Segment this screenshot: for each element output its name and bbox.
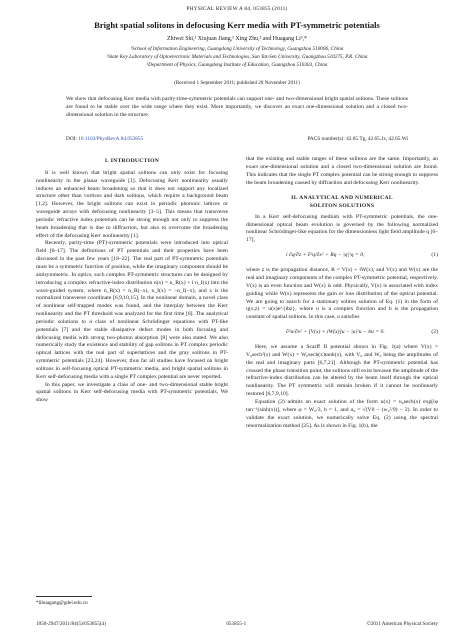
intro-paragraph-2: Recently, parity-time (PT)-symmetric potentials were introduced into optical field [6–17]. The definitions of PT potentials and their properties have been discussed in the past few years [18–22]. The real part of PT-symmetric potentials must be a symmetric function of position, while the imaginary component should be antisymmetric. In optics, such complex PT-symmetric structures can be designed by introducing a complex refractive-index distribution n(x) = n_R(x) + i n_I(x) into the wave-guided system, where n_R(x) = n_R(−x), n_I(x) = −n_I(−x), and x is the normalized transverse coordinate [6,9,10,15]. In the nonlinear domain, a novel class of nonlinear self-trapped modes was found, and the interplay between the Kerr nonlinearity and the PT threshold was analyzed for the first time [6]. The analytical periodic solutions to a class of nonlinear Schrödinger equations with PT-like potentials [7] and the stable dissipative defect modes in both focusing and defocusing media with strong two-photon absorption [8] were also stated. We also numerically study the existence and stability of gap solitons in PT complex periodic optical lattices with the real part of superlattices and the gray solitons in PT-symmetric potentials [23,24]. However, thus far all studies have focused on bright solitons in self-focusing optical PT-symmetric media, and bright spatial solitons in Kerr self-defocusing media with a single PT complex potential are never reported.: [36, 240, 228, 380]
doi-label: DOI:: [66, 136, 77, 142]
potential-paragraph: where z is the propagation distance, R = V(x) + iW(x), and V(x) and W(x) are the real and imaginary components of the complex PT-symmetric potential, respectively. V(x) is an even function and W(x) is odd. Physically, V(x) is associated with index guiding while W(x) represents the gain or loss distribution of the optical potential. We are going to search for a stationary soliton solution of Eq. (1) in the form of q(x,z) = u(x)e^{ibz}, where u is a complex function and b is the propagation constant of spatial solitons. In this case, u satisfies: [246, 267, 438, 321]
footnote-rule: [36, 596, 92, 597]
footer-copyright: ©2011 American Physical Society: [366, 621, 438, 627]
right-column: [246, 156, 438, 430]
doi-line: [66, 136, 408, 142]
section-heading-line-1: II. ANALYTICAL AND NUMERICAL: [291, 195, 393, 202]
author-list: Zhiwei Shi,¹ Xiujuan Jiang,¹ Xing Zhu,² and Huagang Li³,*: [167, 36, 307, 42]
footer-issn: 1050-2947/2011/84(5)/053855(4): [36, 621, 106, 627]
affiliation-2: ²State Key Laboratory of Optoelectronic Materials and Technologies, Sun Yat-Sen University, Guangzhou 510275, P.R. China: [106, 54, 368, 60]
scarff-paragraph: Here, we assume a Scarff II potential shown in Fig. 1(a) where V(x) = V₀sech²(x) and W(x) = W₀sech(x)tanh(x), with V₀ and W₀ being the amplitudes of the real and imaginary parts [6,7,21]. Although the PT-symmetric potential has crossed the phase transition point, the solitons still exist because the amplitude of the refractive-index distribution can be altered by the beam itself through the optical nonlinearity. The PT symmetric will remain broken if it cannot be nonlinearly restored [6,7,9,10].: [246, 344, 438, 398]
section-heading-analytical: [246, 195, 438, 209]
received-dates: (Received 1 September 2011; published 28 November 2011): [174, 80, 300, 86]
paper-title: Bright spatial solitons in defocusing Kerr media with PT-symmetric potentials: [94, 20, 380, 30]
section-heading-introduction: I. INTRODUCTION: [104, 158, 160, 164]
equation-1: [246, 249, 438, 263]
doi-link[interactable]: 10.1103/PhysRevA.84.053855: [78, 136, 144, 142]
equation-2-body: ∂²u/∂x² + [V(x) + iW(x)]u − |u|²u − bu = 0.: [286, 329, 385, 336]
affiliation-1: ¹School of Information Engineering, Guangdong University of Technology, Guangzhou 510006, China: [130, 46, 344, 52]
exact-solution-paragraph: Equation (2) admits an exact solution of the form u(x) = u₀sech(x) exp[iφ tan⁻¹(sinh(x))], where φ = W₀/3, b = 1, and u₀ = √(V0 − (w₀²/9) − 2). In order to validate the exact solution, we numerically solve Eq. (2) using the spectral renormalization method [25]. As is shown in Fig. 1(b), the: [246, 398, 438, 429]
left-column: [36, 156, 228, 405]
equation-1-number: (1): [431, 252, 438, 259]
affiliation-3: ³Department of Physics, Guangdong Institute of Education, Guangzhou 510303, China: [146, 62, 328, 68]
section-heading-line-2: SOLITON SOLUTIONS: [309, 202, 375, 209]
intro-paragraph-3: In this paper, we investigate a class of one- and two-dimensional stable bright spatial solitons in Kerr self-defocusing media with PT-symmetric potentials. We show: [36, 381, 228, 404]
footnote-email: *lihuagang@gdei.edu.cn: [36, 600, 88, 606]
page-footer: [36, 621, 438, 627]
pacs-numbers: PACS number(s): 42.65.Tg, 42.65.Jx, 42.65.Wi: [307, 136, 408, 142]
abstract: We show that defocusing Kerr media with parity-time-symmetric potentials can support one- and two-dimensional bright spatial solitons. These solitons are found to be stable over the wide range where they exist. More importantly, we discover an exact one-dimensional solution and a closed two-dimensional solution in the structure.: [66, 96, 408, 119]
intro-paragraph-1: It is well known that bright spatial solitons can only exist for focusing nonlinearity in the planar waveguide [1]. Defocusing Kerr nonlinearity usually induces an enhanced beam broadening so that it does not support any localized structure other than vortices and dark solitons, which require a background beam [1,2]. However, the bright solitons can exist in periodic photonic lattices or waveguide arrays with defocusing nonlinearity [3–5]. This means that transverse periodic refractive index potentials can be strong enough not only to suppress the beam broadening that is due to diffraction, but also to overcome the broadening effect of the defocusing Kerr nonlinearity [1].: [36, 169, 228, 239]
equation-2-number: (2): [431, 329, 438, 336]
intro-continuation: that the existing and stable ranges of these solitons are the same. Importantly, an exact one-dimensional solution and a closed two-dimensional solution are found. This indicates that the single PT complex potential can be strong enough to suppress the beam broadening caused by diffraction and defocusing Kerr nonlinearity.: [246, 156, 438, 186]
running-head: PHYSICAL REVIEW A 84, 053855 (2011): [186, 6, 288, 12]
equation-1-body: i ∂q/∂z + ∂²q/∂x² + Rq − |q|²q = 0,: [286, 252, 365, 259]
model-paragraph: In a Kerr self-defocusing medium with PT-symmetric potentials, the one-dimensional optical beam evolution is governed by the following normalized nonlinear Schrödinger-like equation for the dimensionless light field amplitude q [6–17],: [246, 213, 438, 244]
footer-page-number: 053855-1: [226, 621, 247, 627]
doi: [66, 136, 143, 142]
equation-2: [246, 326, 438, 340]
